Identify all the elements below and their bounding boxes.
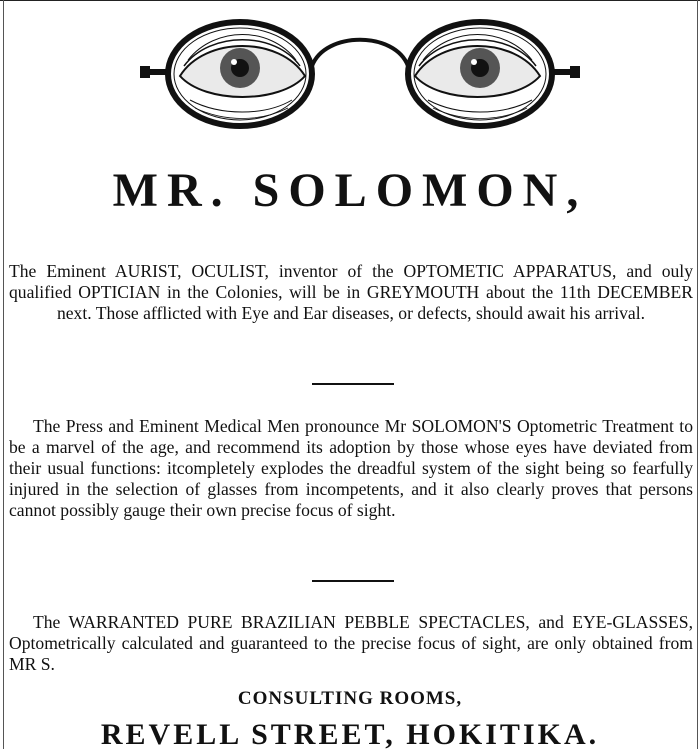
advert-headline: MR. SOLOMON, [112, 164, 588, 217]
spectacles-paragraph: The WARRANTED PURE BRAZILIAN PEBBLE SPECTACLES, and EYE-GLASSES, Optometrically calculated and guaranteed to the precise focus of sight, are only obtained from MR S. [9, 612, 693, 674]
spectacles-with-eyes-icon [140, 16, 580, 136]
testimonial-paragraph: The Press and Eminent Medical Men pronounce Mr SOLOMON'S Optometric Treatment to be a marvel of the age, and recommend its adoption by those whose eyes have deviated from their usual functions: itcompletely explodes the dreadful system of the sight being so fearfully injured in the selection of glasses from incompetents, and it also clearly proves that persons cannot possibly gauge their own precise focus of sight. [9, 416, 693, 520]
announcement-paragraph: The Eminent AURIST, OCULIST, inventor of the OPTOMETIC APPARATUS, and ouly qualified OPTICIAN in the Colonies, will be in GREYMOUTH about the 11th DECEMBER next. Those afflicted with Eye and Ear diseases, or defects, should await his arrival. [9, 261, 693, 323]
left-border [3, 0, 4, 749]
right-border [697, 0, 698, 749]
consulting-rooms-heading: CONSULTING ROOMS, [237, 688, 463, 709]
section-divider [312, 580, 394, 582]
section-divider [312, 383, 394, 385]
address-line: REVELL STREET, HOKITIKA. [100, 718, 600, 751]
top-border [0, 0, 700, 1]
